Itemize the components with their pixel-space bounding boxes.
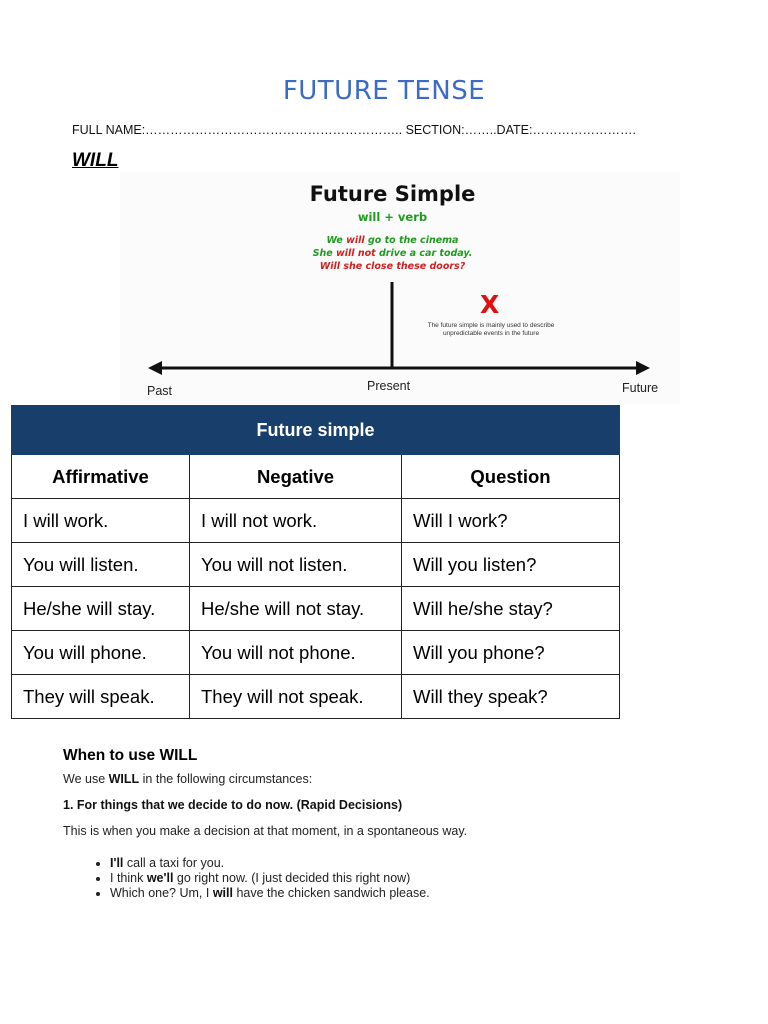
table-cell: Will you listen? <box>402 543 620 587</box>
future-simple-diagram <box>120 172 680 404</box>
diagram-example: Will she close these doors? <box>319 261 466 272</box>
table-row <box>12 631 620 675</box>
header-question: Question <box>402 455 620 499</box>
header-affirmative: Affirmative <box>12 455 190 499</box>
table-cell: I will not work. <box>190 499 402 543</box>
diagram-note: The future simple is mainly used to describe unpredictable events in the future <box>427 322 555 337</box>
present-label: Present <box>367 379 411 393</box>
table-row <box>12 499 620 543</box>
list-item: • I think we'll go right now. (I just decided this right now) <box>110 871 430 886</box>
future-simple-table <box>11 405 620 719</box>
table-cell: I will work. <box>12 499 190 543</box>
table-cell: He/she will stay. <box>12 587 190 631</box>
diagram-title: Future Simple <box>309 182 476 206</box>
future-label: Future <box>622 381 659 395</box>
table-cell: You will not listen. <box>190 543 402 587</box>
diagram-example: We will go to the cinema <box>326 235 459 246</box>
header-negative: Negative <box>190 455 402 499</box>
table-header-row <box>12 455 620 499</box>
student-info-line: FULL NAME:…………………………………………………….. SECTION:……..DATE:……………………. <box>72 123 636 137</box>
timeline-arrow-left <box>148 361 162 375</box>
usage-heading: When to use WILL <box>63 747 198 764</box>
diagram-example: She will not drive a car today. <box>312 248 473 259</box>
table-cell: You will not phone. <box>190 631 402 675</box>
table-row <box>12 543 620 587</box>
past-label: Past <box>147 384 173 398</box>
example-list <box>63 856 430 901</box>
diagram-formula: will + verb <box>357 210 428 224</box>
table-cell: You will listen. <box>12 543 190 587</box>
table-banner: Future simple <box>12 406 620 455</box>
timeline-arrow-right <box>636 361 650 375</box>
table-cell: They will not speak. <box>190 675 402 719</box>
table-row <box>12 587 620 631</box>
x-mark-icon: X <box>480 290 500 319</box>
table-cell: They will speak. <box>12 675 190 719</box>
table-cell: Will he/she stay? <box>402 587 620 631</box>
section-heading-will: WILL <box>72 150 119 171</box>
usage-point-1: 1. For things that we decide to do now. (Rapid Decisions) <box>63 798 403 812</box>
table-cell: Will they speak? <box>402 675 620 719</box>
table-row <box>12 675 620 719</box>
table-cell: He/she will not stay. <box>190 587 402 631</box>
timeline-graphic <box>120 172 680 404</box>
table-cell: You will phone. <box>12 631 190 675</box>
table-cell: Will I work? <box>402 499 620 543</box>
table-cell: Will you phone? <box>402 631 620 675</box>
usage-explanation: This is when you make a decision at that moment, in a spontaneous way. <box>63 824 468 838</box>
usage-intro: We use WILL in the following circumstances: <box>63 772 313 786</box>
list-item: • I'll call a taxi for you. <box>110 856 430 871</box>
list-item: • Which one? Um, I will have the chicken sandwich please. <box>110 886 430 901</box>
page-title: FUTURE TENSE <box>282 76 486 106</box>
